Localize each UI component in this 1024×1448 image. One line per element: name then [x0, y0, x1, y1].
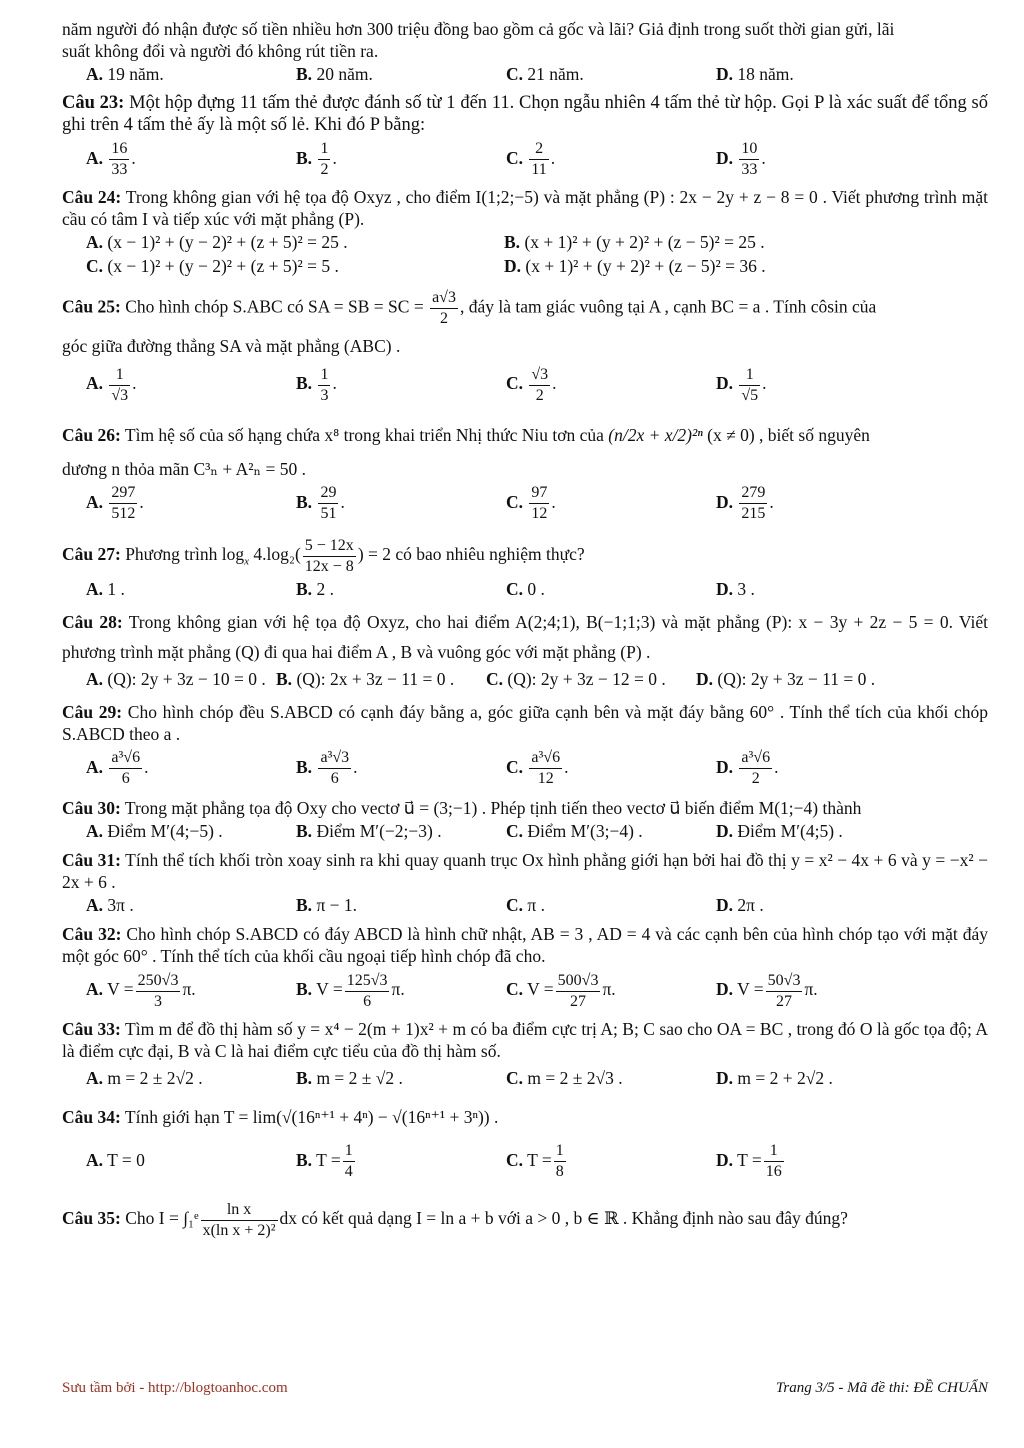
option-b: B. (Q): 2x + 3z − 11 = 0 .: [276, 668, 455, 689]
option-d: D. $\frac{279}{215}$ .: [716, 484, 774, 523]
option-b: B. (x + 1)² + (y + 2)² + (z − 5)² = 25 .: [504, 232, 765, 253]
option-c: C. Điểm M′(3;−4) .: [506, 821, 643, 842]
option-b: B. 20 năm.: [296, 64, 373, 84]
page-footer: [62, 1380, 988, 1397]
option-b: B. $\frac{1}{3}$ .: [296, 365, 337, 404]
question-32: Câu 32: Cho hình chóp S.ABCD có đáy ABCD là hình chữ nhật, AB = 3 , AD = 4 và các cạnh bên của hình chóp tạo với mặt đáy một góc 60° . Tính thể tích của khối cầu ngoại tiếp hình chóp đã cho.: [62, 924, 989, 967]
option-d: D. m = 2 + 2√2 .: [716, 1067, 833, 1088]
option-b: B. $\frac{1}{2}$ .: [296, 140, 337, 179]
question-24-options-row2: [62, 254, 988, 278]
question-33-options: [62, 1066, 988, 1090]
question-30-options: [62, 819, 988, 843]
option-a: A. 3π .: [86, 895, 134, 916]
question-31-options: [62, 893, 988, 917]
intro-options: [62, 62, 988, 86]
option-b: B. $\frac{29}{51}$ .: [296, 484, 345, 523]
option-b: B. m = 2 ± √2 .: [296, 1067, 403, 1088]
question-35: Câu 35: Cho I = ∫₁ᵉ $\frac{\text{ln x}}{\text{x(ln x + 2)²}}$ dx có kết quả dạng I = ln a + b với a > 0 , b ∈ ℝ . Khẳng định nào sau đây đúng?: [62, 1200, 848, 1239]
option-a: A. $\frac{16}{33}$ .: [86, 140, 136, 179]
option-b: B. V = $\frac{125√3}{6}$ π.: [296, 971, 405, 1010]
question-29: Câu 29: Cho hình chóp đều S.ABCD có cạnh đáy bằng a, góc giữa cạnh bên và mặt đáy bằng 60° . Tính thể tích của khối chóp S.ABCD theo a .: [62, 701, 988, 744]
question-30: Câu 30: Trong mặt phẳng tọa độ Oxy cho vectơ u⃗ = (3;−1) . Phép tịnh tiến theo vectơ u⃗ biến điểm M(1;−4) thành: [62, 798, 862, 819]
option-a: A. 19 năm.: [86, 64, 164, 84]
question-31: Câu 31: Tính thể tích khối tròn xoay sinh ra khi quay quanh trục Ox hình phẳng giới hạn bởi hai đồ thị y = x² − 4x + 6 và y = −x² − 2x + 6 .: [62, 850, 989, 893]
option-c: C. $\frac{2}{11}$ .: [506, 140, 556, 179]
option-b: B. 2 .: [296, 578, 334, 599]
option-c: C. 0 .: [506, 578, 545, 599]
question-23: Câu 23: Một hộp đựng 11 tấm thẻ được đánh số từ 1 đến 11. Chọn ngẫu nhiên 4 tấm thẻ từ hộp. Gọi P là xác suất để tổng số ghi trên 4 tấm thẻ ấy là một số lẻ. Khi đó P bằng:: [62, 93, 988, 135]
option-d: D. $\frac{\text{a³√6}}{2}$ .: [716, 749, 779, 788]
option-a: A. V = $\frac{250√3}{3}$ π.: [86, 971, 196, 1010]
exam-page: [62, 18, 988, 1241]
option-a: A. Điểm M′(4;−5) .: [86, 821, 223, 842]
option-c: C. (x − 1)² + (y − 2)² + (z + 5)² = 5 .: [86, 256, 339, 277]
intro-line-1: năm người đó nhận được số tiền nhiều hơn 300 triệu đồng bao gồm cả gốc và lãi? Giả định trong suốt thời gian gửi, lãi: [62, 19, 895, 39]
option-a: A. 1 .: [86, 578, 125, 599]
option-a: A. (x − 1)² + (y − 2)² + (z + 5)² = 25 .: [86, 232, 348, 253]
option-b: B. π − 1.: [296, 895, 358, 916]
question-29-options: [62, 745, 988, 789]
option-c: C. $\frac{\text{a³√6}}{12}$ .: [506, 749, 569, 788]
option-d: D. 2π .: [716, 895, 764, 916]
question-23-options: [62, 136, 988, 180]
intro-line-2: suất không đổi và người đó không rút tiền ra.: [62, 41, 379, 61]
page-info: Trang 3/5 - Mã đề thi: ĐỀ CHUẨN: [775, 1380, 988, 1396]
question-34: Câu 34: Tính giới hạn T = lim(√(16ⁿ⁺¹ + 4ⁿ) − √(16ⁿ⁺¹ + 3ⁿ)) .: [62, 1106, 499, 1127]
question-25: Câu 25: Cho hình chóp S.ABC có SA = SB = SC = $\frac{a√3}{2}$ , đáy là tam giác vuông tại A , cạnh BC = a . Tính côsin của: [62, 289, 877, 328]
question-24: Câu 24: Trong không gian với hệ tọa độ Oxyz , cho điểm I(1;2;−5) và mặt phẳng (P) : 2x − 2y + z − 8 = 0 . Viết phương trình mặt cầu có tâm I và tiếp xúc với mặt phẳng (P).: [62, 187, 988, 230]
option-c: C. (Q): 2y + 3z − 12 = 0 .: [486, 668, 666, 689]
question-27: Câu 27: Phương trình $\log_x 4.\log_2$( $\frac{5 - 12x}{12x - 8}$ ) = 2 có bao nhiêu nghiệm thực?: [62, 536, 585, 575]
option-a: A. $\frac{1}{√3}$ .: [86, 365, 137, 404]
option-b: B. T = $\frac{1}{4}$: [296, 1142, 353, 1181]
option-a: A. $\frac{297}{512}$ .: [86, 484, 144, 523]
option-c: C. π .: [506, 895, 545, 916]
question-34-options: [62, 1138, 988, 1182]
option-c: C. m = 2 ± 2√3 .: [506, 1067, 623, 1088]
question-27-options: [62, 577, 988, 601]
option-c: C. $\frac{97}{12}$ .: [506, 484, 556, 523]
option-c: C. V = $\frac{500√3}{27}$ π.: [506, 971, 616, 1010]
option-d: D. (Q): 2y + 3z − 11 = 0 .: [696, 668, 876, 689]
question-25-line2: góc giữa đường thẳng SA và mặt phẳng (ABC) .: [62, 336, 401, 357]
option-a: A. m = 2 ± 2√2 .: [86, 1067, 203, 1088]
option-c: C. $\frac{√3}{2}$ .: [506, 365, 557, 404]
option-a: A. (Q): 2y + 3z − 10 = 0 .: [86, 668, 266, 689]
option-d: D. Điểm M′(4;5) .: [716, 821, 843, 842]
question-26-options: [62, 480, 988, 524]
question-26: Câu 26: Tìm hệ số của số hạng chứa x⁸ trong khai triển Nhị thức Niu tơn của (n/2x + x/2)²ⁿ (x ≠ 0) , biết số nguyên: [62, 424, 870, 445]
option-c: C. T = $\frac{1}{8}$: [506, 1142, 564, 1181]
option-d: D. 3 .: [716, 578, 755, 599]
option-d: D. V = $\frac{50√3}{27}$ π.: [716, 971, 818, 1010]
option-a: A. $\frac{\text{a³√6}}{6}$ .: [86, 749, 149, 788]
question-24-options-row1: [62, 230, 988, 254]
option-d: D. 18 năm.: [716, 64, 794, 84]
option-d: D. (x + 1)² + (y + 2)² + (z − 5)² = 36 .: [504, 256, 766, 277]
option-d: D. $\frac{10}{33}$ .: [716, 140, 766, 179]
option-b: B. $\frac{\text{a³√3}}{6}$ .: [296, 749, 358, 788]
question-26-line2: dương n thỏa mãn C³ₙ + A²ₙ = 50 .: [62, 458, 306, 479]
option-d: D. $\frac{1}{√5}$ .: [716, 365, 767, 404]
binomial-expression: (n/2x + x/2)²ⁿ: [608, 424, 703, 445]
question-32-options: [62, 967, 988, 1011]
source-link[interactable]: Sưu tầm bởi - http://blogtoanhoc.com: [62, 1380, 288, 1396]
integral-sign: ∫₁ᵉ: [183, 1208, 199, 1229]
option-b: B. Điểm M′(−2;−3) .: [296, 821, 442, 842]
question-25-options: [62, 361, 988, 405]
option-d: D. T = $\frac{1}{16}$: [716, 1142, 782, 1181]
question-33: Câu 33: Tìm m để đồ thị hàm số y = x⁴ − 2(m + 1)x² + m có ba điểm cực trị A; B; C sao cho OA = BC , trong đó O là gốc tọa độ; A là điểm cực đại, B và C là hai điểm cực tiểu của đồ thị hàm số.: [62, 1018, 988, 1061]
question-28-options: [62, 667, 988, 691]
question-28: Câu 28: Trong không gian với hệ tọa độ Oxyz, cho hai điểm A(2;4;1), B(−1;1;3) và mặt phẳng (P): x − 3y + 2z − 5 = 0. Viết phương trình mặt phẳng (Q) đi qua hai điểm A , B và vuông góc với mặt phẳng (P) .: [62, 611, 988, 662]
option-a: A. T = 0: [86, 1149, 145, 1170]
option-c: C. 21 năm.: [506, 64, 584, 84]
